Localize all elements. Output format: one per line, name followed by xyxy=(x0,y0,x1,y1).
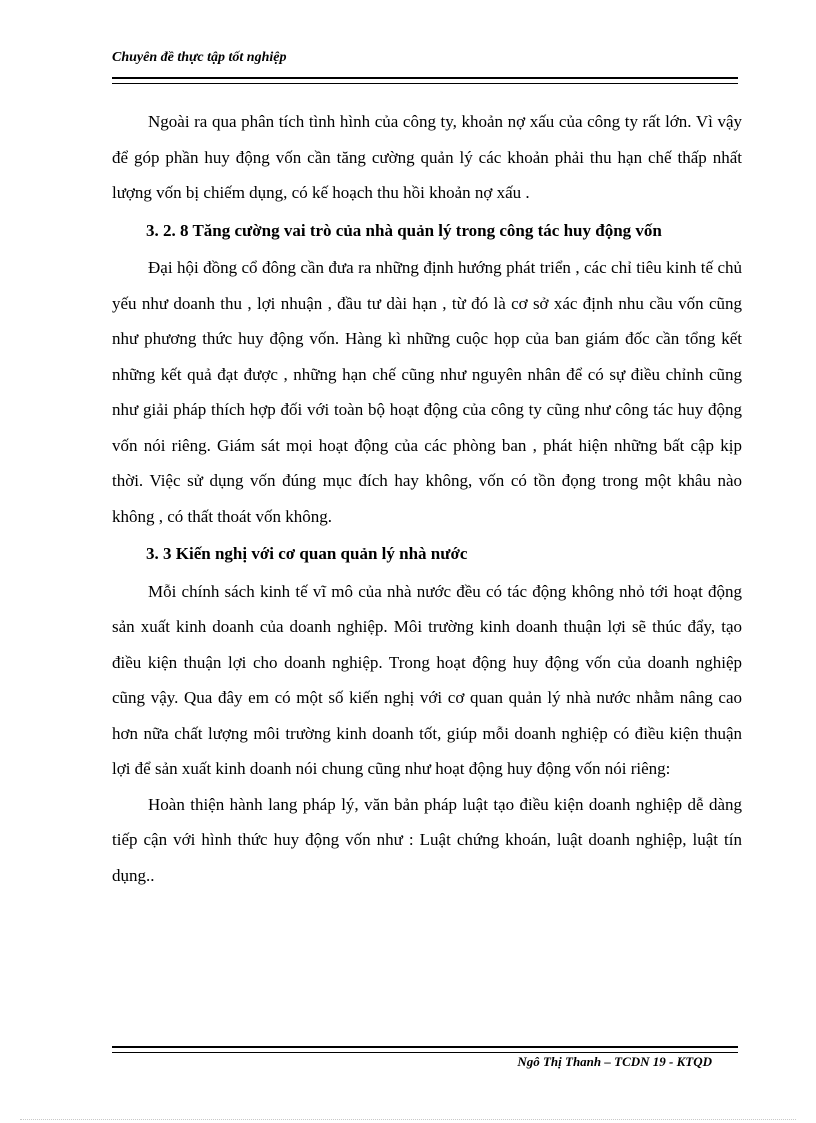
footer-rule xyxy=(112,1046,738,1053)
footer-author: Ngô Thị Thanh – TCDN 19 - KTQD xyxy=(517,1054,712,1069)
header-rule xyxy=(112,77,738,84)
paragraph-1: Ngoài ra qua phân tích tình hình của công ty, khoản nợ xấu của công ty rất lớn. Vì vậy để góp phần huy động vốn cần tăng cường quản lý các khoản phải thu hạn chế thấp nhất lượng vốn bị chiếm dụng, có kế hoạch thu hồi khoản nợ xấu . xyxy=(112,112,742,202)
page-edge xyxy=(20,1119,796,1120)
paragraph-4: Hoàn thiện hành lang pháp lý, văn bản pháp luật tạo điều kiện doanh nghiệp dễ dàng tiếp cận với hình thức huy động vốn như : Luật chứng khoán, luật doanh nghiệp, luật tín dụng.. xyxy=(112,794,742,885)
page-header xyxy=(112,48,738,68)
paragraph-2: Đại hội đồng cổ đông cần đưa ra những định hướng phát triển , các chỉ tiêu kinh tế chủ yếu như doanh thu , lợi nhuận , đầu tư dài hạn , từ đó là cơ sở xác định nhu cầu vốn cũng như phương thức huy động vốn. Hàng kì những cuộc họp của ban giám đốc cần tổng kết những kết quả đạt được , những hạn chế cũng như nguyên nhân để có sự điều chỉnh cũng như giải pháp thích hợp đối với toàn bộ hoạt động của công ty cũng như công tác huy động vốn nói riêng. Giám sát mọi hoạt động của các phòng ban , phát hiện những bất cập kịp thời. Việc sử dụng vốn đúng mục đích hay không, vốn có tồn đọng trong một khâu nào không , có thất thoát vốn không. xyxy=(112,258,742,526)
section-heading-3-2-8: 3. 2. 8 Tăng cường vai trò của nhà quản lý trong công tác huy động vốn xyxy=(146,220,662,240)
page-content xyxy=(112,104,742,893)
paragraph-3: Mỗi chính sách kinh tế vĩ mô của nhà nước đều có tác động không nhỏ tới hoạt động sản xuất kinh doanh của doanh nghiệp. Môi trường kinh doanh thuận lợi sẽ thúc đẩy, tạo điều kiện thuận lợi cho doanh nghiệp. Trong hoạt động huy động vốn của doanh nghiệp cũng vậy. Qua đây em có một số kiến nghị với cơ quan quản lý nhà nước nhằm nâng cao hơn nữa chất lượng môi trường kinh doanh tốt, giúp mỗi doanh nghiệp có điều kiện thuận lợi để sản xuất kinh doanh nói chung cũng như hoạt động huy động vốn nói riêng: xyxy=(112,581,742,778)
section-heading-3-3: 3. 3 Kiến nghị với cơ quan quản lý nhà nước xyxy=(146,544,468,563)
header-title: Chuyên đề thực tập tốt nghiệp xyxy=(112,50,287,65)
